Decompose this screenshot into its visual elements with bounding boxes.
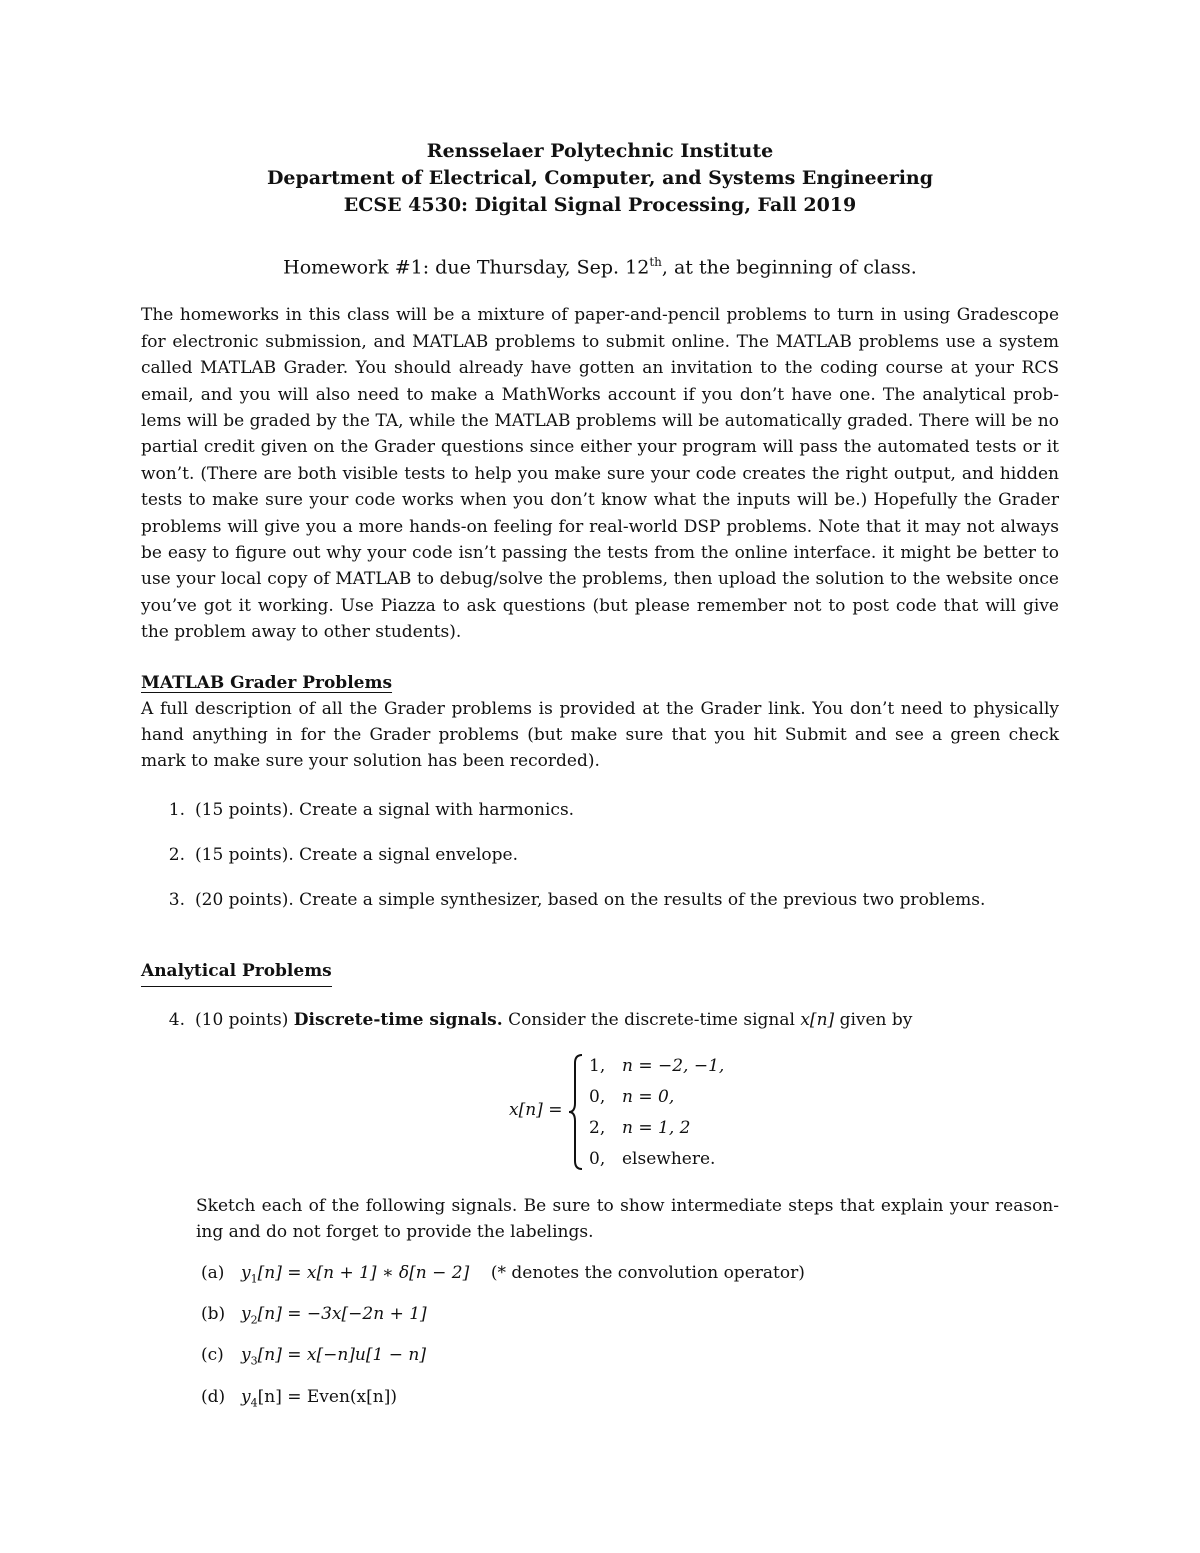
problem-number: 2. bbox=[168, 844, 185, 865]
problem-number: 1. bbox=[168, 799, 185, 820]
list-item bbox=[201, 1260, 1059, 1292]
institution-name: Rensselaer Polytechnic Institute bbox=[426, 140, 774, 162]
intro-paragraph: The homeworks in this class will be a mixture of paper-and-pencil problems to turn in using Gradescope for electronic submission, and MATLAB problems to submit online. The MATLAB problems use a system called MATLAB Grader. You should already have gotten an invitation to the coding course at your RCS email, and you will also need to make a MathWorks account if you don’t have one. The analytical prob-lems will be graded by the TA, while the MATLAB problems will be automatically graded. There will be no partial credit given on the Grader questions since either your program will pass the automated tests or it won’t. (There are both visible tests to help you make sure your code creates the right output, and hidden tests to make sure your code works when you don’t know what the inputs will be.) Hopefully the Grader problems will give you a more hands-on feeling for real-world DSP problems. Note that it may not always be easy to figure out why your code isn’t passing the tests from the online interface. it might be better to use your local copy of MATLAB to debug/solve the problems, then upload the solution to the website once you’ve got it working. Use Piazza to ask questions (but please remember not to post code that will give the problem away to other students). bbox=[141, 305, 1059, 643]
case-value: 1, bbox=[589, 1055, 606, 1076]
case-condition: n = 1, 2 bbox=[622, 1117, 691, 1138]
equation-case bbox=[589, 1144, 724, 1175]
equation-case bbox=[589, 1113, 724, 1144]
document-page bbox=[141, 138, 1059, 1425]
expression-body: [n] = x[−n]u[1 − n] bbox=[257, 1345, 426, 1366]
homework-date-sup: th bbox=[649, 255, 662, 269]
left-brace-icon bbox=[567, 1053, 585, 1171]
homework-due-line bbox=[141, 249, 1059, 280]
subproblem-label: (d) bbox=[201, 1386, 226, 1407]
y-symbol: y bbox=[241, 1345, 251, 1366]
grader-section-title: MATLAB Grader Problems bbox=[141, 672, 393, 693]
subproblem-label: (a) bbox=[201, 1262, 225, 1283]
y-subscript: 3 bbox=[250, 1354, 258, 1368]
subproblem-expression bbox=[241, 1301, 427, 1333]
y-subscript: 1 bbox=[250, 1272, 258, 1286]
list-item bbox=[141, 887, 1059, 913]
list-item bbox=[201, 1384, 1059, 1416]
subproblem-expression bbox=[241, 1384, 397, 1416]
problem-4-text bbox=[195, 1007, 1059, 1033]
y-subscript: 4 bbox=[250, 1396, 258, 1410]
y-subscript: 2 bbox=[250, 1313, 258, 1327]
case-condition: n = 0, bbox=[622, 1086, 675, 1107]
expression-note: (* denotes the convolution operator) bbox=[490, 1262, 805, 1283]
problem-4-points: (10 points) bbox=[195, 1009, 289, 1030]
list-item bbox=[201, 1301, 1059, 1333]
problem-4-intro: Consider the discrete-time signal bbox=[508, 1009, 795, 1030]
case-value: 2, bbox=[589, 1117, 606, 1138]
course-title: ECSE 4530: Digital Signal Processing, Fall 2019 bbox=[343, 194, 857, 216]
problem-text: (15 points). Create a signal with harmonics. bbox=[195, 799, 575, 820]
y-symbol: y bbox=[241, 1262, 251, 1283]
problem-number: 3. bbox=[168, 889, 185, 910]
y-symbol: y bbox=[241, 1304, 251, 1325]
problem-text: (15 points). Create a signal envelope. bbox=[195, 844, 518, 865]
grader-description: A full description of all the Grader problems is provided at the Grader link. You don’t need to physically hand anything in for the Grader problems (but make sure that you hit Submit and see a green check mark to make sure your solution has been recorded). bbox=[141, 698, 1059, 772]
equation-case bbox=[589, 1051, 724, 1082]
y-symbol: y bbox=[241, 1386, 251, 1407]
signal-equation bbox=[141, 1051, 1059, 1175]
problem-4 bbox=[141, 1007, 1059, 1033]
problem-number: 4. bbox=[168, 1009, 185, 1030]
expression-body: [n] = −3x[−2n + 1] bbox=[257, 1304, 427, 1325]
problem-4-signal: x[n] bbox=[800, 1009, 835, 1030]
expression-body: [n] = Even(x[n]) bbox=[257, 1386, 397, 1407]
subproblem-expression bbox=[241, 1342, 426, 1374]
subproblem-expression bbox=[241, 1260, 805, 1292]
grader-problem-list bbox=[141, 797, 1059, 913]
document-header bbox=[141, 138, 1059, 219]
homework-prefix: Homework #1: due Thursday, Sep. 12 bbox=[283, 256, 650, 279]
subproblem-list bbox=[201, 1260, 1059, 1417]
homework-suffix: , at the beginning of class. bbox=[661, 256, 917, 279]
problem-text: (20 points). Create a simple synthesizer, based on the results of the previous two problems. bbox=[195, 889, 986, 910]
problem-4-given: given by bbox=[839, 1009, 913, 1030]
case-condition: elsewhere. bbox=[622, 1148, 716, 1169]
analytical-section-title: Analytical Problems bbox=[141, 958, 332, 987]
problem-4-topic: Discrete-time signals. bbox=[293, 1009, 503, 1030]
list-item bbox=[201, 1342, 1059, 1374]
sketch-instructions: Sketch each of the following signals. Be sure to show intermediate steps that explain your reason-ing and do not forget to provide the labelings. bbox=[196, 1195, 1059, 1243]
case-value: 0, bbox=[589, 1086, 606, 1107]
subproblem-label: (c) bbox=[201, 1345, 224, 1366]
list-item bbox=[141, 842, 1059, 868]
list-item bbox=[141, 797, 1059, 823]
subproblem-label: (b) bbox=[201, 1304, 226, 1325]
equation-cases bbox=[589, 1051, 724, 1175]
case-value: 0, bbox=[589, 1148, 606, 1169]
equation-case bbox=[589, 1082, 724, 1113]
equation-lhs: x[n] = bbox=[509, 1099, 563, 1120]
case-condition: n = −2, −1, bbox=[622, 1055, 725, 1076]
department-name: Department of Electrical, Computer, and Systems Engineering bbox=[266, 167, 934, 189]
expression-body: [n] = x[n + 1] ∗ δ[n − 2] bbox=[257, 1262, 470, 1283]
